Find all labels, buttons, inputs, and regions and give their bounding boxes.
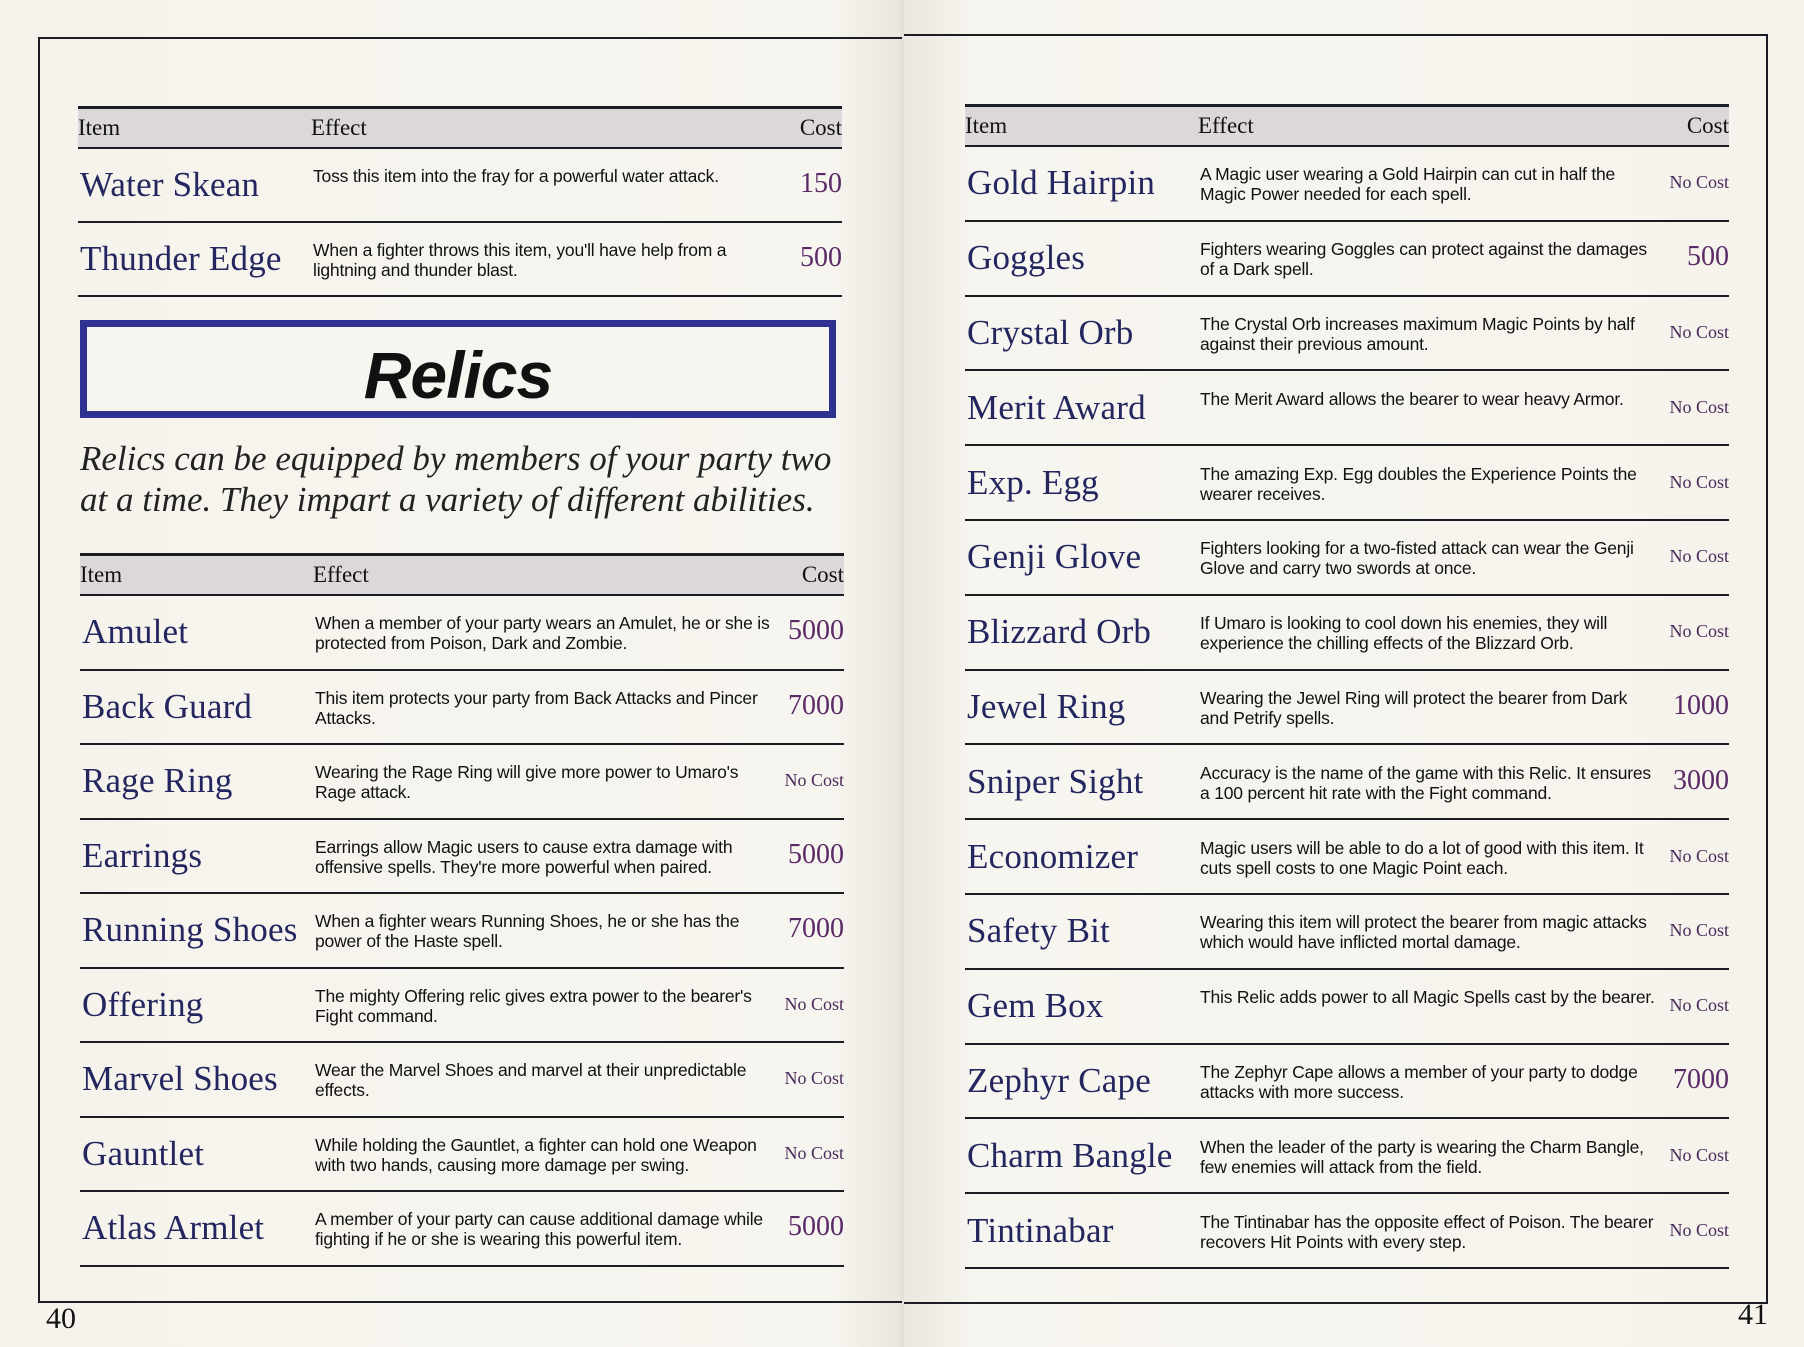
table-row: [80, 969, 844, 1044]
item-effect: The mighty Offering relic gives extra power to the bearer's Fight command.: [315, 985, 752, 1026]
item-effect: The amazing Exp. Egg doubles the Experience Points the wearer receives.: [1200, 463, 1637, 504]
item-cost: 5000: [788, 615, 844, 647]
item-name: Merit Award: [967, 387, 1146, 427]
table-row: [80, 820, 844, 895]
item-cost: No Cost: [1669, 546, 1729, 567]
item-effect: The Tintinabar has the opposite effect of Poison. The bearer recovers Hit Points with every step.: [1200, 1211, 1654, 1252]
item-name: Jewel Ring: [967, 686, 1126, 726]
item-name: Offering: [82, 984, 204, 1024]
header-effect: Effect: [311, 115, 367, 140]
table-row: [965, 895, 1729, 970]
item-cost: No Cost: [1669, 845, 1729, 866]
item-cost: No Cost: [784, 1142, 844, 1163]
item-name: Exp. Egg: [967, 462, 1099, 502]
item-name: Water Skean: [80, 165, 260, 204]
table-row: [965, 820, 1729, 895]
item-effect: While holding the Gauntlet, a fighter can hold one Weapon with two hands, causing more damage per swing.: [315, 1134, 757, 1175]
item-cost: No Cost: [1669, 471, 1729, 492]
page-number-right: 41: [1738, 1298, 1768, 1331]
item-cost: 5000: [788, 838, 844, 870]
item-cost: No Cost: [1669, 621, 1729, 642]
item-name: Atlas Armlet: [82, 1208, 265, 1248]
item-effect: When the leader of the party is wearing the Charm Bangle, few enemies will attack from the field.: [1200, 1136, 1644, 1177]
header-effect: Effect: [313, 562, 369, 587]
table-row: [965, 1119, 1729, 1194]
table-row: [80, 596, 844, 671]
item-effect: The Crystal Orb increases maximum Magic Points by half against their previous amount.: [1200, 313, 1635, 354]
item-name: Zephyr Cape: [967, 1060, 1151, 1100]
item-effect: Toss this item into the fray for a powerful water attack.: [313, 166, 719, 186]
item-cost: 5000: [788, 1211, 844, 1243]
table-row: [80, 894, 844, 969]
item-effect: If Umaro is looking to cool down his enemies, they will experience the chilling effects of the Blizzard Orb.: [1200, 613, 1608, 654]
item-name: Gem Box: [967, 986, 1104, 1026]
item-cost: No Cost: [1669, 995, 1729, 1016]
item-effect: A member of your party can cause additional damage while fighting if he or she is wearing this powerful item.: [315, 1209, 763, 1250]
item-effect: When a fighter wears Running Shoes, he or she has the power of the Haste spell.: [315, 911, 740, 952]
item-name: Running Shoes: [82, 910, 298, 950]
item-effect: The Merit Award allows the bearer to wear heavy Armor.: [1200, 388, 1624, 409]
relics-table-right: [965, 104, 1729, 1269]
table-row: [80, 1118, 844, 1193]
table-row: [965, 970, 1729, 1045]
header-item: Item: [80, 562, 123, 587]
table-row: [965, 371, 1729, 446]
item-cost: No Cost: [1669, 1144, 1729, 1165]
table-row: [80, 671, 844, 746]
item-name: Gauntlet: [82, 1133, 205, 1173]
item-name: Crystal Orb: [967, 312, 1134, 352]
item-cost: 7000: [788, 689, 844, 721]
item-cost: 7000: [788, 913, 844, 945]
item-cost: 3000: [1673, 764, 1729, 796]
header-cost: Cost: [1686, 113, 1729, 138]
page-number-left: 40: [46, 1302, 76, 1335]
item-name: Rage Ring: [82, 761, 233, 801]
table-row: [965, 147, 1729, 222]
item-effect: Wearing the Jewel Ring will protect the bearer from Dark and Petrify spells.: [1200, 687, 1628, 728]
item-effect: Earrings allow Magic users to cause extra damage with offensive spells. They're more powerful when paired.: [315, 836, 733, 877]
table-header: [80, 553, 844, 596]
table-row: [965, 446, 1729, 521]
item-name: Genji Glove: [967, 537, 1142, 577]
item-cost: 500: [800, 242, 842, 273]
item-cost: No Cost: [784, 770, 844, 791]
header-item: Item: [78, 115, 121, 140]
table-row: [80, 1192, 844, 1267]
item-effect: A Magic user wearing a Gold Hairpin can cut in half the Magic Power needed for each spell.: [1200, 164, 1616, 205]
item-effect: When a member of your party wears an Amulet, he or she is protected from Poison, Dark and Zombie.: [315, 613, 770, 654]
relics-intro: Relics can be equipped by members of your party two at a time. They impart a variety of different abilities.: [80, 439, 832, 519]
item-effect: Wearing this item will protect the bearer from magic attacks which would have inflicted mortal damage.: [1200, 912, 1647, 953]
table-row: [965, 671, 1729, 746]
item-name: Economizer: [967, 836, 1139, 876]
item-effect: When a fighter throws this item, you'll have help from a lightning and thunder blast.: [313, 240, 727, 280]
header-cost: Cost: [799, 115, 842, 140]
item-cost: No Cost: [1669, 1219, 1729, 1240]
item-cost: No Cost: [784, 993, 844, 1014]
item-name: Blizzard Orb: [967, 612, 1152, 652]
item-cost: No Cost: [1669, 920, 1729, 941]
item-name: Amulet: [82, 612, 189, 652]
item-cost: 150: [800, 168, 842, 199]
item-cost: No Cost: [1669, 172, 1729, 193]
item-name: Earrings: [82, 835, 203, 875]
table-row: [965, 596, 1729, 671]
item-name: Tintinabar: [967, 1210, 1114, 1250]
item-cost: 500: [1687, 241, 1729, 273]
item-name: Back Guard: [82, 686, 253, 726]
item-effect: This Relic adds power to all Magic Spells cast by the bearer.: [1200, 987, 1655, 1008]
header-item: Item: [965, 113, 1008, 138]
item-effect: Wear the Marvel Shoes and marvel at their unpredictable effects.: [315, 1060, 747, 1101]
relics-heading-box: [80, 320, 836, 418]
item-name: Safety Bit: [967, 911, 1110, 951]
table-row: [78, 149, 842, 223]
table-row: [965, 297, 1729, 372]
item-effect: Fighters looking for a two-fisted attack can wear the Genji Glove and carry two swords at once.: [1200, 538, 1634, 579]
item-cost: 7000: [1673, 1063, 1729, 1095]
table-row: [80, 1043, 844, 1118]
item-cost: 1000: [1673, 689, 1729, 721]
item-effect: Magic users will be able to do a lot of good with this item. It cuts spell costs to one Magic Point each.: [1200, 837, 1644, 878]
item-effect: This item protects your party from Back Attacks and Pincer Attacks.: [315, 687, 758, 728]
table-row: [965, 521, 1729, 596]
item-cost: No Cost: [784, 1068, 844, 1089]
table-row: [965, 222, 1729, 297]
header-effect: Effect: [1198, 113, 1254, 138]
table-row: [78, 223, 842, 297]
item-name: Marvel Shoes: [82, 1059, 278, 1099]
section-title: Relics: [363, 338, 553, 412]
table-row: [965, 1194, 1729, 1269]
item-name: Charm Bangle: [967, 1135, 1173, 1175]
item-effect: Wearing the Rage Ring will give more power to Umaro's Rage attack.: [315, 762, 739, 803]
weapons-table: [78, 106, 842, 297]
table-row: [965, 1045, 1729, 1120]
item-cost: No Cost: [1669, 396, 1729, 417]
item-name: Sniper Sight: [967, 761, 1144, 801]
header-cost: Cost: [801, 562, 844, 587]
table-header: [78, 106, 842, 149]
table-row: [80, 745, 844, 820]
item-effect: The Zephyr Cape allows a member of your party to dodge attacks with more success.: [1200, 1061, 1638, 1102]
table-header: [965, 104, 1729, 147]
table-row: [965, 745, 1729, 820]
relics-table-left: [80, 553, 844, 1267]
item-cost: No Cost: [1669, 321, 1729, 342]
item-name: Gold Hairpin: [967, 163, 1156, 203]
item-name: Thunder Edge: [80, 239, 282, 278]
item-effect: Accuracy is the name of the game with this Relic. It ensures a 100 percent hit rate with the Fight command.: [1200, 762, 1651, 803]
item-name: Goggles: [967, 238, 1086, 278]
item-effect: Fighters wearing Goggles can protect against the damages of a Dark spell.: [1200, 239, 1647, 280]
